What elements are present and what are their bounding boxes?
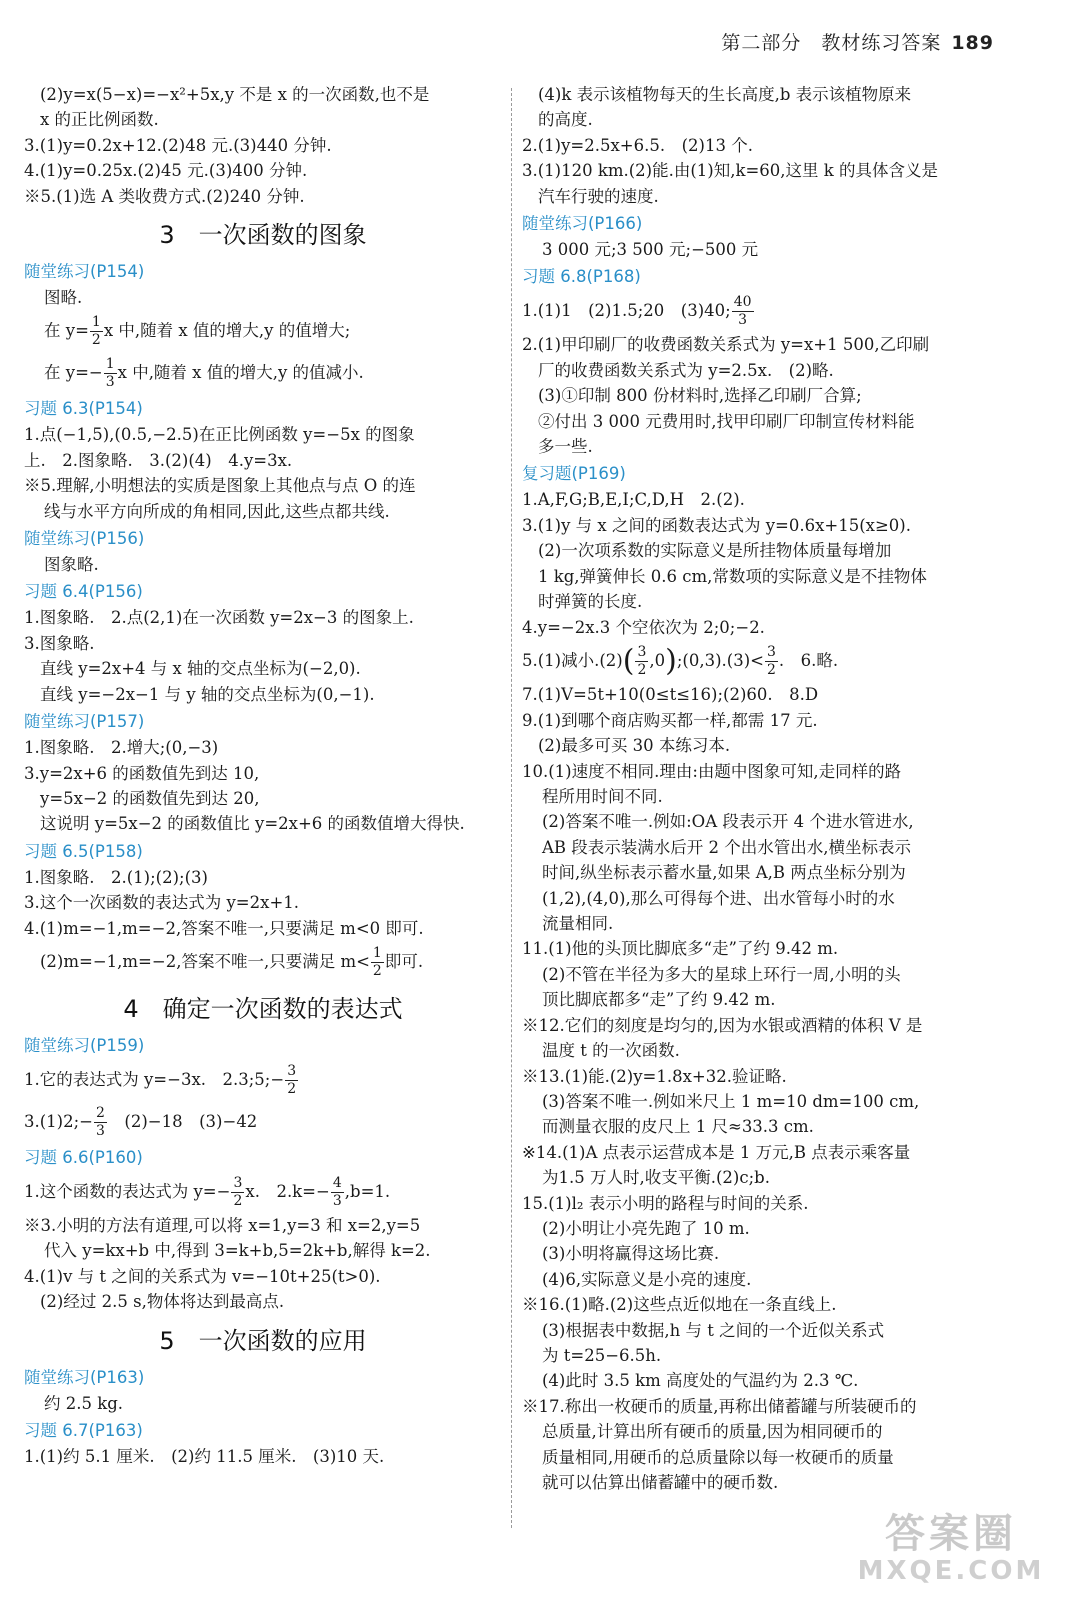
text-line: (2)答案不唯一.例如:OA 段表示开 4 个进水管进水,: [542, 812, 914, 832]
section-heading: 随堂练习(P163): [24, 1367, 145, 1387]
text-span: x 中,随着 x 值的增大,y 的值减小.: [117, 363, 364, 383]
text-span: 5.(1)减小.(2): [522, 650, 623, 670]
denominator: 2: [233, 1192, 243, 1209]
fraction: [231, 1175, 244, 1210]
text-span: 在 y=−: [44, 363, 103, 383]
text-line: [522, 290, 1000, 332]
left-paren: (: [622, 643, 635, 679]
text-line: 4.(1)y=0.25x.(2)45 元.(3)400 分钟.: [24, 161, 308, 181]
text-line: [24, 1171, 502, 1213]
text-line: (1,2),(4,0),那么可得每个进、出水管每小时的水: [542, 888, 895, 908]
text-line: 1.A,F,G;B,E,I;C,D,H 2.(2).: [522, 490, 745, 510]
text-line: 7.(1)V=5t+10(0≤t≤16);(2)60. 8.D: [522, 685, 819, 705]
text-line: 15.(1)l₂ 表示小明的路程与时间的关系.: [522, 1193, 809, 1213]
text-line: 1.(1)约 5.1 厘米. (2)约 11.5 厘米. (3)10 天.: [24, 1446, 385, 1466]
section-heading: 复习题(P169): [522, 464, 626, 484]
text-line: 3.(1)120 km.(2)能.由(1)知,k=60,这里 k 的具体含义是: [522, 161, 939, 181]
text-line: 厂的收费函数关系式为 y=2.5x. (2)略.: [538, 360, 834, 380]
denominator: 2: [766, 661, 776, 678]
text-span: 1.这个函数的表达式为 y=−: [24, 1181, 231, 1201]
text-line: 3 000 元;3 500 元;−500 元: [542, 240, 759, 260]
text-line: 约 2.5 kg.: [44, 1393, 124, 1413]
numerator: 2: [96, 1104, 105, 1121]
text-line: (2)最多可买 30 本练习本.: [538, 736, 731, 756]
text-span: ,0: [649, 650, 666, 670]
text-line: 3.(1)y=0.2x+12.(2)48 元.(3)440 分钟.: [24, 135, 332, 155]
text-line: 4.(1)v 与 t 之间的关系式为 v=−10t+25(t>0).: [24, 1266, 381, 1286]
text-line: (2)y=x(5−x)=−x²+5x,y 不是 x 的一次函数,也不是: [40, 85, 430, 104]
watermark-url: MXQE.COM: [857, 1556, 1045, 1586]
numerator: 1: [91, 314, 101, 331]
text-line: 线与水平方向所成的角相同,因此,这些点都共线.: [44, 501, 390, 521]
numerator: 40: [733, 294, 752, 311]
text-line: 上. 2.图象略. 3.(2)(4) 4.y=3x.: [24, 450, 293, 470]
text-line: (2)经过 2.5 s,物体将达到最高点.: [40, 1292, 285, 1312]
text-line: ※13.(1)能.(2)y=1.8x+32.验证略.: [522, 1066, 787, 1086]
denominator: 3: [332, 1192, 342, 1209]
section-heading: 习题 6.5(P158): [24, 841, 143, 861]
text-line: y=5x−2 的函数值先到达 20,: [40, 788, 260, 808]
text-line: 3.这个一次函数的表达式为 y=2x+1.: [24, 893, 300, 913]
text-span: . 6.略.: [778, 650, 839, 670]
fraction: [765, 644, 778, 679]
text-line: (3)①印制 800 份材料时,选择乙印刷厂合算;: [538, 386, 862, 406]
section-heading: 习题 6.7(P163): [24, 1420, 143, 1440]
numerator: 3: [233, 1174, 243, 1191]
page-header: [721, 28, 994, 55]
text-line: 多一些.: [538, 437, 593, 457]
text-line: ②付出 3 000 元费用时,找甲印刷厂印制宣传材料能: [538, 411, 915, 431]
text-line: 3.图象略.: [24, 633, 95, 653]
numerator: 4: [332, 1174, 342, 1191]
fraction: [371, 945, 384, 980]
fraction: [94, 1105, 107, 1140]
text-line: (2)小明让小亮先跑了 10 m.: [542, 1218, 750, 1238]
text-line: 10.(1)速度不相同.理由:由题中图象可知,走同样的路: [522, 761, 902, 781]
text-span: 1.它的表达式为 y=−3x. 2.3;5;−: [24, 1069, 285, 1089]
text-line: 直线 y=−2x−1 与 y 轴的交点坐标为(0,−1).: [40, 684, 375, 704]
text-line: 1.图象略. 2.增大;(0,−3): [24, 738, 219, 758]
text-line: 4.y=−2x.3 个空依次为 2;0;−2.: [522, 617, 765, 637]
text-span: x 中,随着 x 值的增大,y 的值增大;: [103, 321, 351, 341]
watermark-text: 答案圈: [885, 1511, 1017, 1557]
column-divider: [511, 88, 512, 1528]
section-heading: 习题 6.4(P156): [24, 582, 143, 602]
watermark-logo: [856, 1512, 1046, 1586]
text-line: ※12.它们的刻度是均匀的,因为水银或酒精的体积 V 是: [522, 1015, 923, 1035]
text-line: ※3.小明的方法有道理,可以将 x=1,y=3 和 x=2,y=5: [24, 1215, 421, 1235]
chapter-title: 3 一次函数的图象: [159, 221, 367, 250]
text-line: [24, 1101, 502, 1143]
text-line: [24, 310, 502, 352]
text-line: 这说明 y=5x−2 的函数值比 y=2x+6 的函数值增大得快.: [40, 814, 465, 834]
denominator: 3: [105, 374, 115, 391]
text-line: 质量相同,用硬币的总质量除以每一枚硬币的质量: [542, 1447, 894, 1467]
text-line: x 的正比例函数.: [40, 110, 159, 130]
text-span: ,b=1.: [344, 1181, 391, 1201]
text-line: [24, 941, 502, 983]
text-line: (2)一次项系数的实际意义是所挂物体质量每增加: [538, 541, 892, 561]
text-line: 11.(1)他的头顶比脚底多“走”了约 9.42 m.: [522, 939, 839, 959]
numerator: 3: [287, 1062, 297, 1079]
text-line: 代入 y=kx+b 中,得到 3=k+b,5=2k+b,解得 k=2.: [44, 1241, 431, 1261]
text-line: 图象略.: [44, 555, 99, 575]
section-heading: 随堂练习(P157): [24, 712, 145, 732]
text-span: 1.(1)1 (2)1.5;20 (3)40;: [522, 301, 731, 321]
right-column: [522, 82, 1000, 1495]
text-line: (4)此时 3.5 km 高度处的气温约为 2.3 ℃.: [542, 1371, 859, 1391]
denominator: 2: [637, 661, 647, 678]
text-line: ※5.理解,小明想法的实质是图象上其他点与点 O 的连: [24, 476, 416, 496]
fraction: [90, 314, 103, 349]
denominator: 2: [372, 962, 382, 979]
text-line: 图略.: [44, 288, 83, 308]
header-part: 第二部分 教材练习答案: [721, 32, 942, 54]
text-line: 3.y=2x+6 的函数值先到达 10,: [24, 763, 260, 783]
text-line: 汽车行驶的速度.: [538, 186, 659, 206]
text-line: AB 段表示装满水后开 2 个出水管出水,横坐标表示: [542, 837, 912, 857]
text-line: 1.点(−1,5),(0.5,−2.5)在正比例函数 y=−5x 的图象: [24, 425, 415, 445]
fraction: [285, 1063, 298, 1098]
chapter-title: 4 确定一次函数的表达式: [123, 994, 403, 1023]
denominator: 2: [91, 332, 101, 349]
text-line: [24, 1059, 502, 1101]
text-line: (4)6,实际意义是小亮的速度.: [542, 1269, 752, 1289]
section-heading: 习题 6.3(P154): [24, 399, 143, 419]
text-line: 2.(1)甲印刷厂的收费函数关系式为 y=x+1 500,乙印刷: [522, 335, 930, 355]
section-heading: 随堂练习(P154): [24, 262, 145, 282]
text-span: (2)−18 (3)−42: [107, 1111, 258, 1131]
text-line: (3)小明将赢得这场比赛.: [542, 1244, 720, 1264]
text-line: 直线 y=2x+4 与 x 轴的交点坐标为(−2,0).: [40, 659, 361, 679]
text-line: 4.(1)m=−1,m=−2,答案不唯一,只要满足 m<0 即可.: [24, 918, 424, 938]
text-line: (3)根据表中数据,h 与 t 之间的一个近似关系式: [542, 1320, 885, 1340]
text-line: 总质量,计算出所有硬币的质量,因为相同硬币的: [542, 1422, 883, 1442]
text-line: 就可以估算出储蓄罐中的硬币数.: [542, 1473, 779, 1492]
text-line: ※14.(1)A 点表示运营成本是 1 万元,B 点表示乘客量: [522, 1142, 911, 1162]
text-span: 3.(1)2;−: [24, 1111, 93, 1131]
numerator: 3: [637, 643, 647, 660]
text-line: 3.(1)y 与 x 之间的函数表达式为 y=0.6x+15(x≥0).: [522, 515, 911, 535]
section-heading: 习题 6.8(P168): [522, 267, 641, 287]
text-line: ※5.(1)选 A 类收费方式.(2)240 分钟.: [24, 186, 305, 206]
text-line: 时间,纵坐标表示蓄水量,如果 A,B 两点坐标分别为: [542, 863, 906, 883]
fraction: [104, 356, 117, 391]
text-line: 9.(1)到哪个商店购买都一样,都需 17 元.: [522, 710, 818, 730]
text-line: 为 t=25−6.5h.: [542, 1345, 662, 1365]
numerator: 1: [105, 356, 115, 373]
page-number: 189: [951, 32, 994, 54]
text-line: 1 kg,弹簧伸长 0.6 cm,常数项的实际意义是不挂物体: [538, 566, 927, 586]
text-line: 顶比脚底都多“走”了约 9.42 m.: [542, 990, 776, 1010]
denominator: 3: [96, 1122, 105, 1139]
section-heading: 随堂练习(P159): [24, 1035, 145, 1055]
text-line: 流量相同.: [542, 914, 614, 934]
fraction: [635, 644, 648, 679]
text-line: 而测量衣服的皮尺上 1 尺≈33.3 cm.: [542, 1117, 814, 1137]
text-line: ※16.(1)略.(2)这些点近似地在一条直线上.: [522, 1295, 837, 1315]
text-span: ;(0,3).(3)<: [676, 650, 764, 670]
denominator: 2: [287, 1080, 297, 1097]
text-span: x. 2.k=−: [245, 1181, 330, 1201]
text-line: ※17.称出一枚硬币的质量,再称出储蓄罐与所装硬币的: [522, 1396, 917, 1416]
text-line: (2)不管在半径为多大的星球上环行一周,小明的头: [542, 964, 901, 984]
text-line: (4)k 表示该植物每天的生长高度,b 表示该植物原来: [538, 85, 912, 104]
fraction: [732, 294, 754, 329]
text-line: 温度 t 的一次函数.: [542, 1041, 680, 1061]
text-line: 1.图象略. 2.(1);(2);(3): [24, 867, 208, 887]
text-line: 时弹簧的长度.: [538, 592, 643, 612]
section-heading: 随堂练习(P166): [522, 214, 643, 234]
denominator: 3: [738, 312, 748, 329]
numerator: 1: [372, 944, 382, 961]
text-span: (2)m=−1,m=−2,答案不唯一,只要满足 m<: [40, 951, 370, 971]
text-line: 的高度.: [538, 110, 593, 130]
chapter-title: 5 一次函数的应用: [159, 1326, 367, 1355]
numerator: 3: [766, 643, 776, 660]
text-line: [522, 640, 1000, 683]
text-line: 1.图象略. 2.点(2,1)在一次函数 y=2x−3 的图象上.: [24, 608, 414, 628]
text-span: 在 y=: [44, 321, 89, 341]
text-line: 程所用时间不同.: [542, 787, 663, 807]
left-column: [24, 82, 502, 1469]
text-line: 为1.5 万人时,收支平衡.(2)c;b.: [542, 1168, 770, 1188]
right-paren: ): [665, 643, 677, 679]
text-line: 2.(1)y=2.5x+6.5. (2)13 个.: [522, 135, 753, 155]
section-heading: 随堂练习(P156): [24, 529, 145, 549]
text-line: (3)答案不唯一.例如米尺上 1 m=10 dm=100 cm,: [542, 1091, 920, 1111]
text-span: 即可.: [384, 951, 424, 971]
section-heading: 习题 6.6(P160): [24, 1147, 143, 1167]
fraction: [331, 1175, 344, 1210]
text-line: [24, 352, 502, 394]
